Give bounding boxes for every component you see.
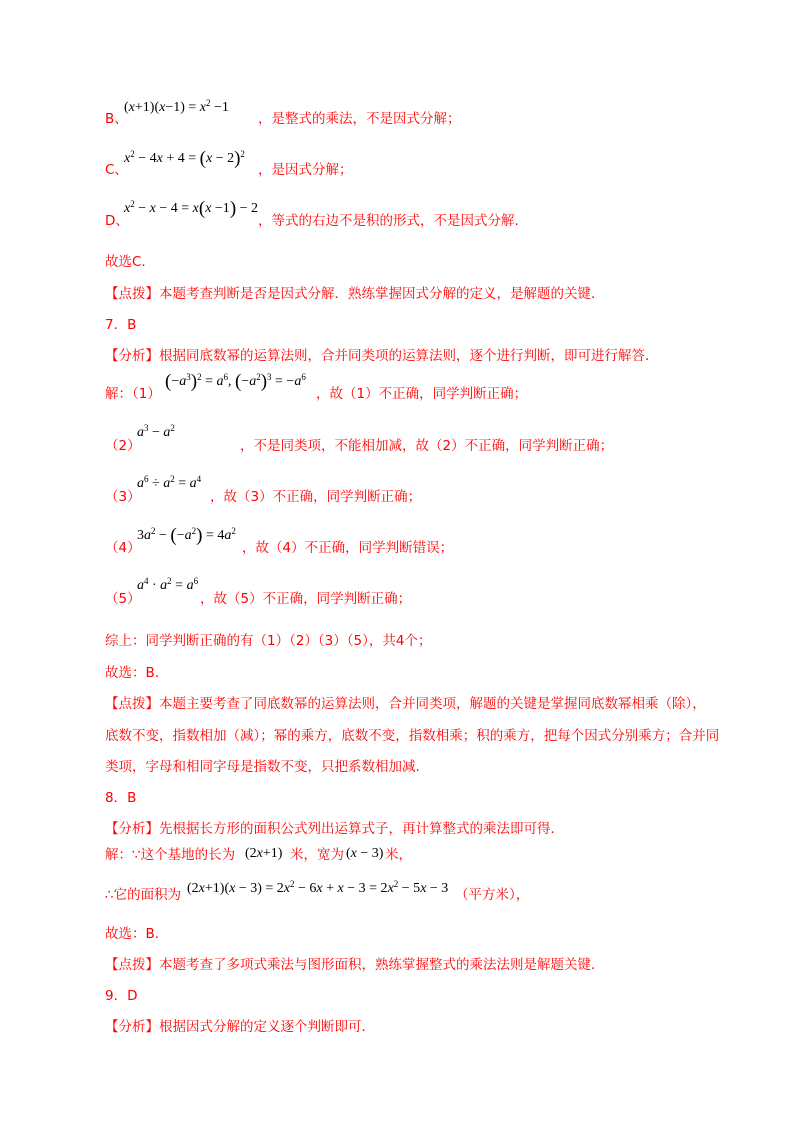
step-4-text: ，故（4）不正确，同学判断错误；	[242, 540, 454, 556]
jie-8-unit: （平方米），	[455, 887, 530, 903]
step-2-text: ，不是同类项，不能相加减，故（2）不正确，同学判断正确；	[240, 438, 614, 454]
width-formula: (x − 3)	[346, 846, 384, 861]
step-5-text: ，故（5）不正确，同学判断正确；	[200, 591, 412, 607]
question-9-answer: 9．D	[105, 988, 138, 1004]
step-3-label: （3）	[105, 489, 141, 505]
jie-8-text-b: 米，宽为	[290, 847, 344, 863]
question-7-answer: 7．B	[105, 317, 137, 333]
step-1-text: ，故（1）不正确，同学判断正确；	[316, 386, 528, 402]
option-c-label: C、	[105, 162, 128, 178]
option-d-formula: $x^2 - x - 4 = x(x -1) - 2$	[124, 198, 259, 219]
dianbo-6: 【点拨】本题考查判断是否是因式分解．熟练掌握因式分解的定义，是解题的关键．	[105, 286, 605, 302]
option-b-formula: $(x+1)(x-1) = x^2 -1$	[124, 98, 229, 115]
jie-8-therefore: ∴它的面积为	[105, 887, 182, 903]
dianbo-7-line-1: 【点拨】本题主要考查了同底数幂的运算法则，合并同类项，解题的关键是掌握同底数幂相乘（除），	[105, 696, 706, 712]
choose-8: 故选：B.	[105, 926, 160, 942]
jie-8-text-c: 米，	[385, 847, 412, 863]
fenxi-8: 【分析】先根据长方形的面积公式列出运算式子，再计算整式的乘法即可得．	[105, 821, 564, 837]
step-1-formula: $(-a^3)^2 = a^6$, $(-a^2)^3 = -a^6$	[165, 371, 306, 392]
choose-7: 故选：B.	[105, 665, 160, 681]
step-3-formula: $a^6 \div a^2 = a^4$	[137, 474, 202, 491]
area-formula: $(2x+1)(x - 3) = 2x^2 - 6x + x - 3 = 2x^2 - 5x - 3$	[187, 879, 449, 896]
fenxi-7: 【分析】根据同底数幂的运算法则，合并同类项的运算法则，逐个进行判断，即可进行解答．	[105, 348, 659, 364]
option-d-text: ，等式的右边不是积的形式，不是因式分解.	[258, 213, 519, 229]
choose-c: 故选C.	[105, 254, 146, 270]
summary-7: 综上：同学判断正确的有（1）（2）（3）（5），共4个；	[105, 633, 432, 649]
step-4-formula: $3a^2 - (-a^2) = 4a^2$	[137, 525, 236, 546]
jie-8-text-a: 解：∵这个基地的长为	[105, 847, 236, 863]
dianbo-8: 【点拨】本题考查了多项式乘法与图形面积，熟练掌握整式的乘法法则是解题关键．	[105, 957, 605, 973]
option-b-text: ，是整式的乘法，不是因式分解；	[258, 111, 461, 127]
dianbo-7-line-2: 底数不变，指数相加（减）；幂的乘方，底数不变，指数相乘；积的乘方，把每个因式分别乘方；合并同	[105, 728, 720, 744]
option-d-label: D、	[105, 213, 129, 229]
length-formula: (2x+1)	[245, 846, 283, 861]
jie-7-prefix: 解：（1）	[105, 386, 161, 402]
step-3-text: ，故（3）不正确，同学判断正确；	[210, 489, 422, 505]
step-4-label: （4）	[105, 540, 141, 556]
step-2-label: （2）	[105, 438, 141, 454]
option-b-label: B、	[105, 111, 128, 127]
step-5-label: （5）	[105, 591, 141, 607]
question-8-answer: 8．B	[105, 790, 137, 806]
step-5-formula: $a^4 \cdot a^2 = a^6$	[137, 576, 199, 593]
fenxi-9: 【分析】根据因式分解的定义逐个判断即可．	[105, 1019, 375, 1035]
option-c-formula: $x^2 - 4x + 4 = (x - 2)^2$	[124, 148, 245, 169]
dianbo-7-line-3: 类项，字母和相同字母是指数不变，只把系数相加减.	[105, 759, 420, 775]
step-2-formula: $a^3 - a^2$	[137, 423, 175, 440]
option-c-text: ，是因式分解；	[258, 162, 353, 178]
